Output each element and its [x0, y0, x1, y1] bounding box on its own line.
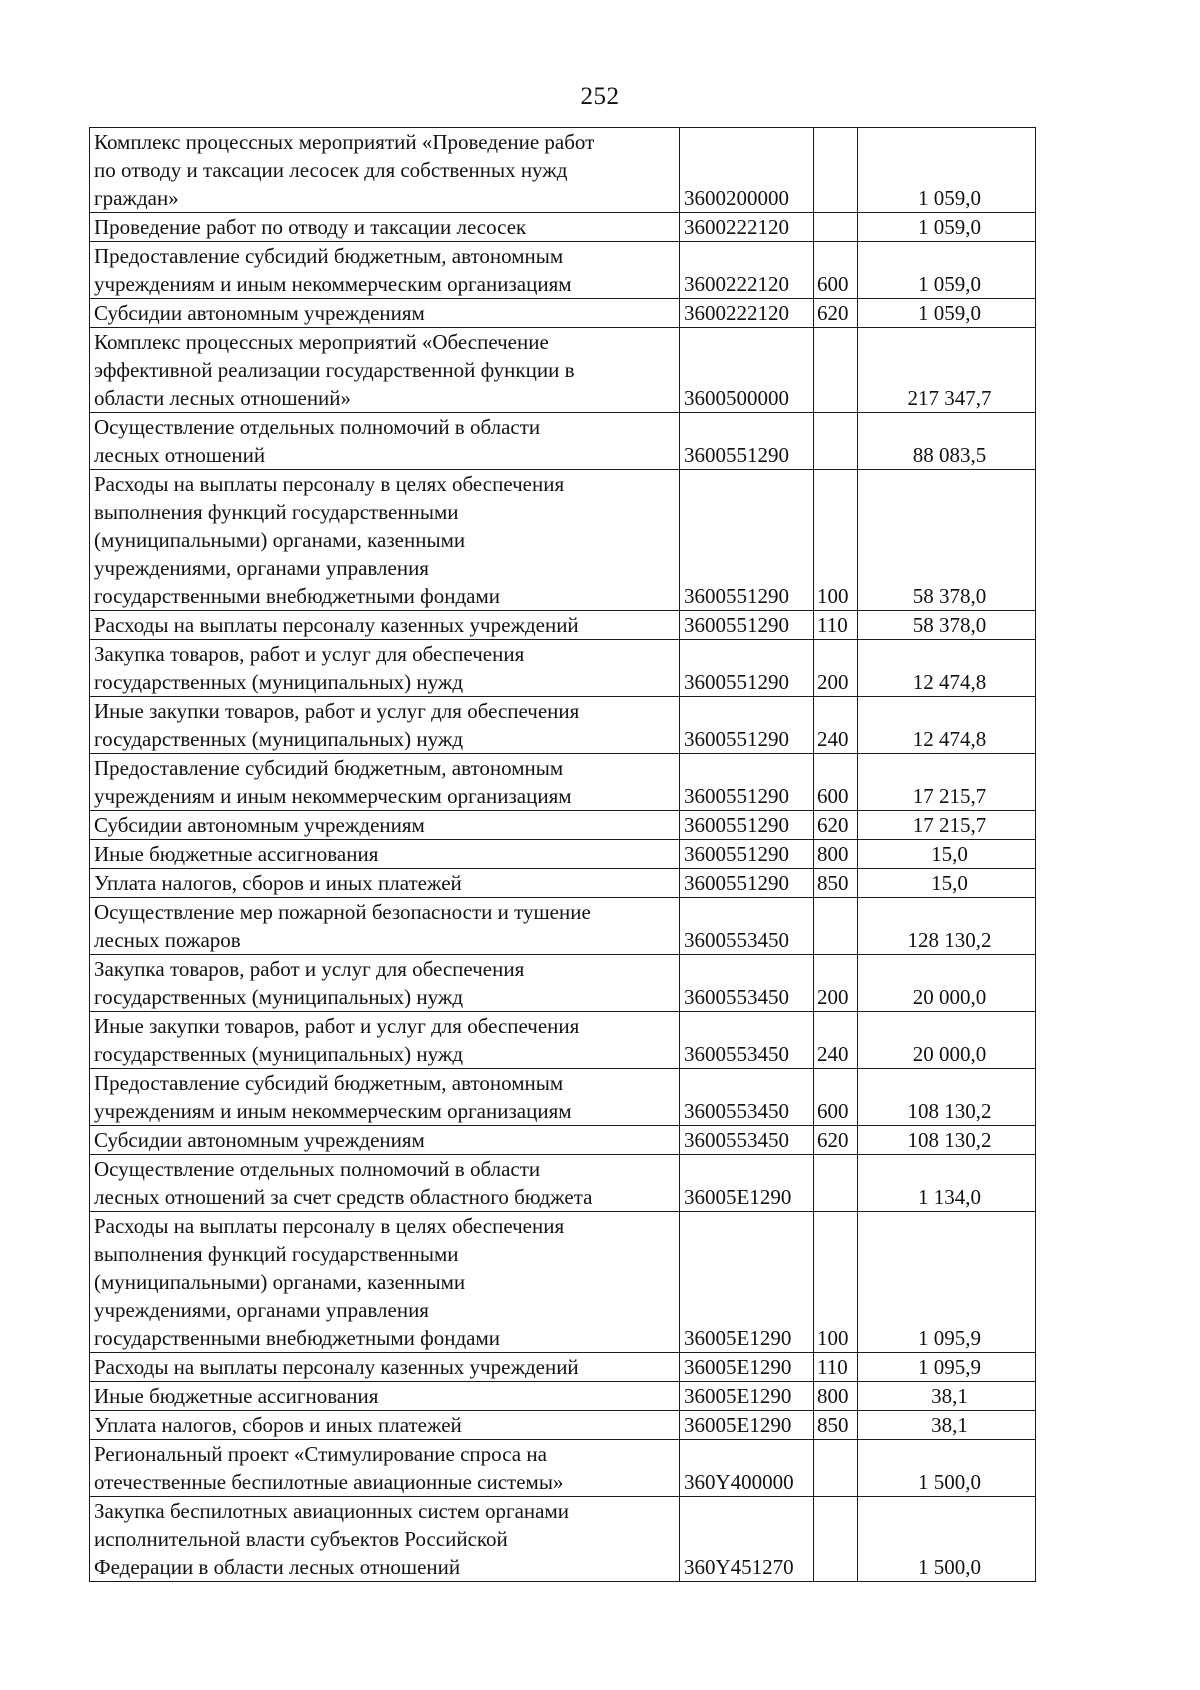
expense-name-line: учреждениям и иным некоммерческим организациям	[94, 1099, 572, 1123]
target-article-code-cell: 3600553450	[680, 1069, 814, 1126]
target-article-code-cell: 36005E1290	[680, 1353, 814, 1382]
expense-name-line: (муниципальными) органами, казенными	[94, 1270, 466, 1294]
target-article-code-cell: 3600200000	[680, 128, 814, 213]
target-article-code-cell: 3600222120	[680, 242, 814, 299]
expense-name-line: граждан»	[94, 186, 179, 210]
expense-type-code-cell: 620	[814, 811, 858, 840]
amount-cell: 88 083,5	[858, 413, 1036, 470]
expense-name-cell	[90, 1353, 680, 1382]
table-row	[90, 754, 1036, 811]
expense-name-line: области лесных отношений»	[94, 386, 352, 410]
expense-name-cell	[90, 213, 680, 242]
expense-name-line: учреждениями, органами управления	[94, 1298, 429, 1322]
target-article-code-cell: 3600553450	[680, 955, 814, 1012]
expense-name-line: Предоставление субсидий бюджетным, автономным	[94, 1071, 564, 1095]
expense-name-line: Закупка товаров, работ и услуг для обеспечения	[94, 957, 525, 981]
expense-name-line: Комплекс процессных мероприятий «Обеспечение	[94, 330, 549, 354]
table-row	[90, 1382, 1036, 1411]
amount-cell: 1 059,0	[858, 128, 1036, 213]
table-row	[90, 955, 1036, 1012]
target-article-code-cell: 3600222120	[680, 213, 814, 242]
expense-name-cell	[90, 1069, 680, 1126]
expense-type-code-cell: 620	[814, 299, 858, 328]
expense-name-cell	[90, 328, 680, 413]
expense-name-line: Субсидии автономным учреждениям	[94, 301, 425, 325]
expense-name-line: учреждениями, органами управления	[94, 556, 429, 580]
expense-name-line: Закупка товаров, работ и услуг для обеспечения	[94, 642, 525, 666]
expense-name-cell	[90, 1212, 680, 1353]
expense-name-cell	[90, 470, 680, 611]
expense-name-line: исполнительной власти субъектов Российской	[94, 1527, 508, 1551]
expense-type-code-cell: 600	[814, 242, 858, 299]
expense-type-code-cell: 110	[814, 1353, 858, 1382]
expense-name-line: Иные закупки товаров, работ и услуг для обеспечения	[94, 1014, 580, 1038]
expense-name-line: государственными внебюджетными фондами	[94, 1326, 501, 1350]
amount-cell: 217 347,7	[858, 328, 1036, 413]
expense-name-line: выполнения функций государственными	[94, 1242, 459, 1266]
expense-name-cell	[90, 898, 680, 955]
expense-type-code-cell: 600	[814, 754, 858, 811]
expense-type-code-cell: 800	[814, 840, 858, 869]
expense-type-code-cell: 200	[814, 955, 858, 1012]
expense-type-code-cell: 200	[814, 640, 858, 697]
expense-type-code-cell	[814, 213, 858, 242]
table-row	[90, 640, 1036, 697]
target-article-code-cell: 3600551290	[680, 413, 814, 470]
expense-name-cell	[90, 1497, 680, 1582]
expense-name-line: выполнения функций государственными	[94, 500, 459, 524]
target-article-code-cell: 3600551290	[680, 840, 814, 869]
target-article-code-cell: 36005E1290	[680, 1212, 814, 1353]
expense-name-line: Иные бюджетные ассигнования	[94, 842, 379, 866]
expense-type-code-cell: 850	[814, 1411, 858, 1440]
expense-name-line: (муниципальными) органами, казенными	[94, 528, 466, 552]
amount-cell: 1 095,9	[858, 1212, 1036, 1353]
expense-type-code-cell	[814, 898, 858, 955]
expense-name-line: Предоставление субсидий бюджетным, автономным	[94, 244, 564, 268]
target-article-code-cell: 3600553450	[680, 1012, 814, 1069]
expense-type-code-cell: 600	[814, 1069, 858, 1126]
expense-name-cell	[90, 128, 680, 213]
table-row	[90, 1440, 1036, 1497]
expense-name-cell	[90, 640, 680, 697]
expense-type-code-cell: 110	[814, 611, 858, 640]
table-row	[90, 242, 1036, 299]
amount-cell: 1 059,0	[858, 213, 1036, 242]
expense-type-code-cell: 850	[814, 869, 858, 898]
expense-name-line: учреждениям и иным некоммерческим организациям	[94, 272, 572, 296]
amount-cell: 1 500,0	[858, 1497, 1036, 1582]
expense-name-line: Уплата налогов, сборов и иных платежей	[94, 1413, 462, 1437]
target-article-code-cell: 36005E1290	[680, 1411, 814, 1440]
expense-type-code-cell	[814, 413, 858, 470]
target-article-code-cell: 3600551290	[680, 470, 814, 611]
expense-name-cell	[90, 840, 680, 869]
table-row	[90, 328, 1036, 413]
expense-name-line: по отводу и таксации лесосек для собственных нужд	[94, 158, 568, 182]
table-row	[90, 898, 1036, 955]
expense-name-line: отечественные беспилотные авиационные системы»	[94, 1470, 564, 1494]
expense-type-code-cell	[814, 1440, 858, 1497]
table-row	[90, 840, 1036, 869]
target-article-code-cell: 3600551290	[680, 640, 814, 697]
table-row	[90, 611, 1036, 640]
expense-name-line: Комплекс процессных мероприятий «Проведение работ	[94, 130, 595, 154]
budget-table	[89, 127, 1036, 1582]
expense-name-cell	[90, 1155, 680, 1212]
expense-name-line: Расходы на выплаты персоналу казенных учреждений	[94, 613, 579, 637]
expense-name-line: Субсидии автономным учреждениям	[94, 813, 425, 837]
expense-name-line: государственными внебюджетными фондами	[94, 584, 501, 608]
table-row	[90, 1126, 1036, 1155]
expense-name-line: Проведение работ по отводу и таксации лесосек	[94, 215, 527, 239]
table-row	[90, 697, 1036, 754]
table-row	[90, 299, 1036, 328]
amount-cell: 1 095,9	[858, 1353, 1036, 1382]
page-number: 252	[580, 83, 620, 110]
table-row	[90, 413, 1036, 470]
expense-name-line: государственных (муниципальных) нужд	[94, 1042, 464, 1066]
expense-name-cell	[90, 1126, 680, 1155]
expense-name-cell	[90, 299, 680, 328]
target-article-code-cell: 36005E1290	[680, 1382, 814, 1411]
table-row	[90, 128, 1036, 213]
table-row	[90, 811, 1036, 840]
table-row	[90, 1155, 1036, 1212]
amount-cell: 58 378,0	[858, 470, 1036, 611]
amount-cell: 12 474,8	[858, 697, 1036, 754]
table-row	[90, 1353, 1036, 1382]
expense-name-cell	[90, 1382, 680, 1411]
expense-name-cell	[90, 955, 680, 1012]
expense-name-cell	[90, 1012, 680, 1069]
expense-name-line: Иные закупки товаров, работ и услуг для обеспечения	[94, 699, 580, 723]
table-row	[90, 1012, 1036, 1069]
target-article-code-cell: 3600222120	[680, 299, 814, 328]
expense-name-line: Осуществление мер пожарной безопасности и тушение	[94, 900, 591, 924]
amount-cell: 1 134,0	[858, 1155, 1036, 1212]
amount-cell: 108 130,2	[858, 1069, 1036, 1126]
expense-type-code-cell	[814, 128, 858, 213]
expense-type-code-cell	[814, 328, 858, 413]
expense-name-line: Субсидии автономным учреждениям	[94, 1128, 425, 1152]
amount-cell: 17 215,7	[858, 754, 1036, 811]
budget-table-body	[90, 128, 1036, 1582]
expense-type-code-cell: 240	[814, 697, 858, 754]
expense-type-code-cell: 100	[814, 470, 858, 611]
target-article-code-cell: 3600553450	[680, 898, 814, 955]
expense-name-cell	[90, 413, 680, 470]
expense-name-line: Закупка беспилотных авиационных систем органами	[94, 1499, 570, 1523]
target-article-code-cell: 36005E1290	[680, 1155, 814, 1212]
amount-cell: 128 130,2	[858, 898, 1036, 955]
expense-name-line: Федерации в области лесных отношений	[94, 1555, 461, 1579]
target-article-code-cell: 3600500000	[680, 328, 814, 413]
target-article-code-cell: 3600551290	[680, 754, 814, 811]
amount-cell: 15,0	[858, 869, 1036, 898]
table-row	[90, 470, 1036, 611]
target-article-code-cell: 3600551290	[680, 869, 814, 898]
expense-name-cell	[90, 1440, 680, 1497]
expense-name-line: лесных отношений за счет средств областного бюджета	[94, 1185, 593, 1209]
expense-name-line: Предоставление субсидий бюджетным, автономным	[94, 756, 564, 780]
expense-name-line: государственных (муниципальных) нужд	[94, 727, 464, 751]
table-row	[90, 1212, 1036, 1353]
expense-name-line: лесных отношений	[94, 443, 266, 467]
expense-name-line: государственных (муниципальных) нужд	[94, 670, 464, 694]
expense-type-code-cell	[814, 1497, 858, 1582]
target-article-code-cell: 3600551290	[680, 611, 814, 640]
expense-name-cell	[90, 811, 680, 840]
expense-name-cell	[90, 697, 680, 754]
expense-name-line: Осуществление отдельных полномочий в области	[94, 1157, 541, 1181]
amount-cell: 1 059,0	[858, 242, 1036, 299]
target-article-code-cell: 360Y400000	[680, 1440, 814, 1497]
table-row	[90, 869, 1036, 898]
expense-name-line: лесных пожаров	[94, 928, 241, 952]
expense-type-code-cell: 620	[814, 1126, 858, 1155]
expense-name-line: учреждениям и иным некоммерческим организациям	[94, 784, 572, 808]
amount-cell: 1 500,0	[858, 1440, 1036, 1497]
table-row	[90, 1069, 1036, 1126]
amount-cell: 20 000,0	[858, 1012, 1036, 1069]
expense-name-line: Осуществление отдельных полномочий в области	[94, 415, 541, 439]
amount-cell: 12 474,8	[858, 640, 1036, 697]
expense-name-cell	[90, 1411, 680, 1440]
expense-name-line: Региональный проект «Стимулирование спроса на	[94, 1442, 547, 1466]
target-article-code-cell: 3600553450	[680, 1126, 814, 1155]
table-row	[90, 1497, 1036, 1582]
expense-name-line: Расходы на выплаты персоналу в целях обеспечения	[94, 472, 565, 496]
expense-name-line: Уплата налогов, сборов и иных платежей	[94, 871, 462, 895]
expense-name-line: эффективной реализации государственной функции в	[94, 358, 575, 382]
amount-cell: 17 215,7	[858, 811, 1036, 840]
target-article-code-cell: 360Y451270	[680, 1497, 814, 1582]
expense-name-cell	[90, 754, 680, 811]
expense-name-line: Расходы на выплаты персоналу в целях обеспечения	[94, 1214, 565, 1238]
amount-cell: 20 000,0	[858, 955, 1036, 1012]
amount-cell: 15,0	[858, 840, 1036, 869]
expense-type-code-cell: 100	[814, 1212, 858, 1353]
amount-cell: 1 059,0	[858, 299, 1036, 328]
table-row	[90, 1411, 1036, 1440]
expense-name-cell	[90, 242, 680, 299]
expense-name-line: государственных (муниципальных) нужд	[94, 985, 464, 1009]
table-row	[90, 213, 1036, 242]
expense-type-code-cell	[814, 1155, 858, 1212]
expense-type-code-cell: 240	[814, 1012, 858, 1069]
expense-name-line: Иные бюджетные ассигнования	[94, 1384, 379, 1408]
amount-cell: 108 130,2	[858, 1126, 1036, 1155]
expense-name-cell	[90, 611, 680, 640]
expense-name-cell	[90, 869, 680, 898]
expense-name-line: Расходы на выплаты персоналу казенных учреждений	[94, 1355, 579, 1379]
target-article-code-cell: 3600551290	[680, 811, 814, 840]
target-article-code-cell: 3600551290	[680, 697, 814, 754]
amount-cell: 38,1	[858, 1382, 1036, 1411]
amount-cell: 38,1	[858, 1411, 1036, 1440]
amount-cell: 58 378,0	[858, 611, 1036, 640]
expense-type-code-cell: 800	[814, 1382, 858, 1411]
